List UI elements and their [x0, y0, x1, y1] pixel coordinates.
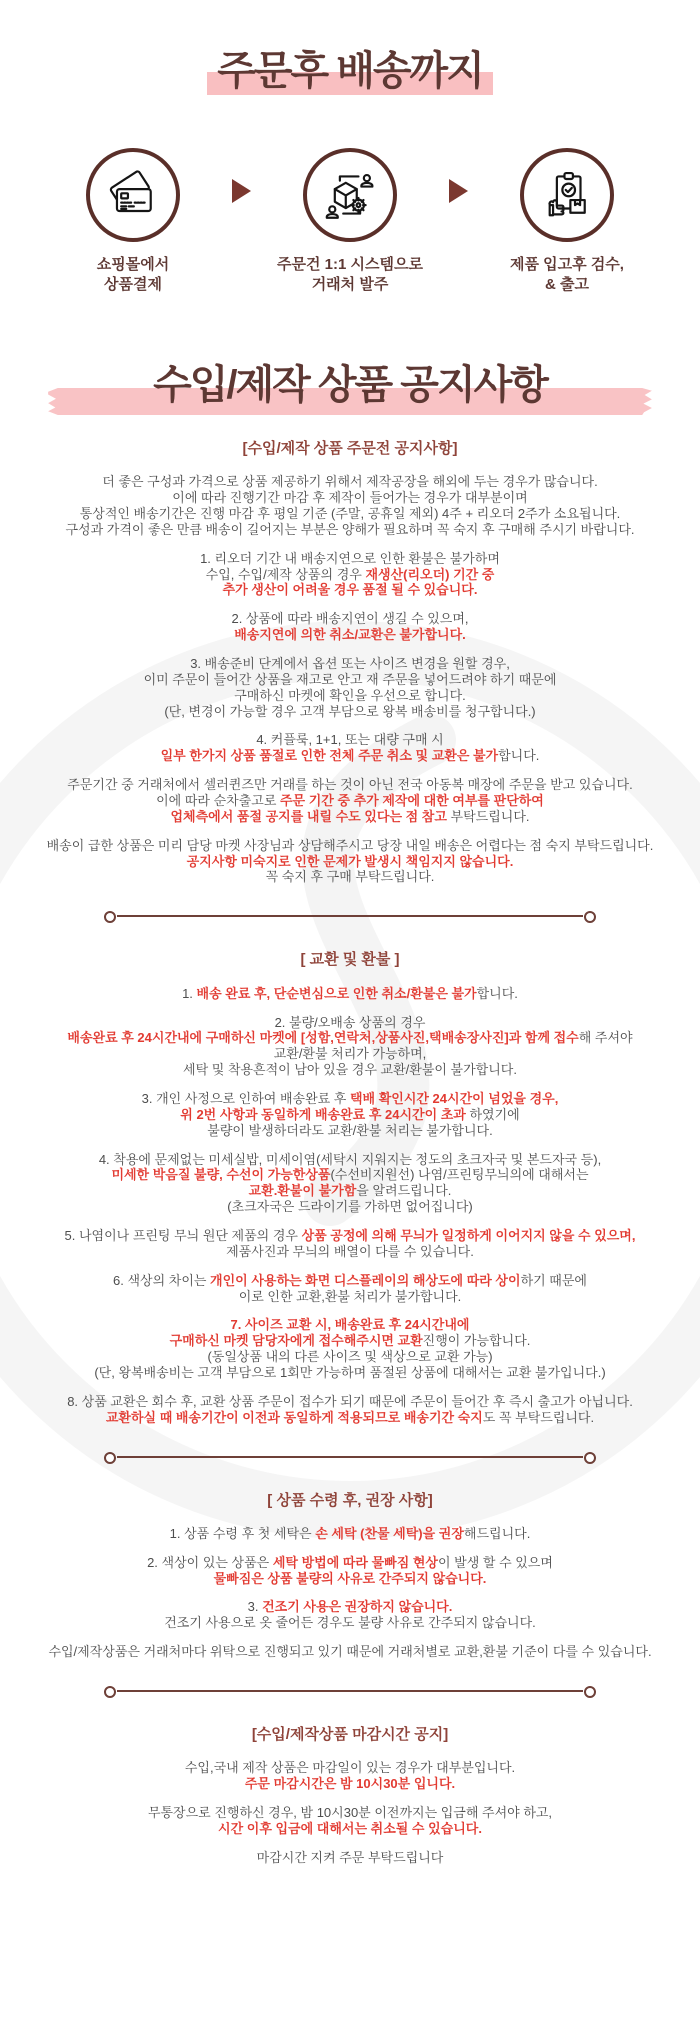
notice-paragraph: 6. 색상의 차이는 개인이 사용하는 화면 디스플레이의 해상도에 따라 상이하기 때문에 이로 인한 교환,환불 처리가 불가합니다.: [113, 1272, 587, 1304]
notice-paragraph: 1. 상품 수령 후 첫 세탁은 손 세탁 (찬물 세탁)을 권장해드립니다.: [169, 1525, 531, 1541]
section-heading: [ 상품 수령 후, 권장 사항]: [267, 1491, 433, 1509]
process-step: [275, 148, 425, 294]
notice-paragraph: 1. 리오더 기간 내 배송지연으로 인한 환불은 불가하며 수입, 수입/제작 상품의 경우 재생산(리오더) 기간 중 추가 생산이 어려울 경우 품절 될 수 있습니다.: [200, 550, 500, 598]
notice-paragraph: 7. 사이즈 교환 시, 배송완료 후 24시간내에 구매하신 마켓 담당자에게 접수해주시면 교환진행이 가능합니다. (동일상품 내의 다른 사이즈 및 색상으로 교환 가능) (단, 왕복배송비는 고객 부담으로 1회만 가능하며 품절된 상품에 대해서는 교환 불가입니다.): [94, 1317, 606, 1380]
inspection-shipping-icon: [520, 148, 614, 242]
arrow-right-icon: [449, 179, 468, 203]
notice-paragraph: 무통장으로 진행하신 경우, 밤 10시30분 이전까지는 입금해 주셔야 하고, 시간 이후 입금에 대해서는 취소될 수 있습니다.: [147, 1805, 553, 1836]
process-step-label: 주문건 1:1 시스템으로 거래처 발주: [277, 256, 423, 293]
notice-paragraph: 수입,국내 제작 상품은 마감일이 있는 경우가 대부분입니다. 주문 마감시간은 밤 10시30분 입니다.: [184, 1760, 516, 1792]
notice-paragraph: 3. 건조기 사용은 권장하지 않습니다. 건조기 사용으로 옷 줄어든 경우도 불량 사유로 간주되지 않습니다.: [164, 1599, 536, 1631]
notice-paragraph: 주문기간 중 거래처에서 셀러퀸즈만 거래를 하는 것이 아닌 전국 아동복 매장에 주문을 받고 있습니다. 이에 따라 순차출고로 주문 기간 중 추가 제작에 대한 여부를 판단하여 업체측에서 품절 공지를 내릴 수도 있다는 점 참고 부탁드립니다.: [67, 777, 633, 824]
process-flow: [0, 148, 700, 294]
section-heading: [수입/제작상품 마감시간 공지]: [251, 1726, 449, 1743]
card-payment-icon: [86, 148, 180, 242]
process-step-label: 제품 입고후 검수, & 출고: [510, 256, 624, 293]
section-heading: [수입/제작 상품 주문전 공지사항]: [242, 440, 458, 457]
process-step: [58, 148, 208, 294]
notice-header: [0, 364, 700, 406]
notice-paragraph: 더 좋은 구성과 가격으로 상품 제공하기 위해서 제작공장을 해외에 두는 경우가 많습니다. 이에 따라 진행기간 마감 후 제작이 들어가는 경우가 대부분이며 통상적인 배송기간은 진행 마감 후 평일 기준 (주말, 공휴일 제외) 4주 + 리오더 2주가 소요됩니다. 구성과 가격이 좋은 만큼 배송이 길어지는 부분은 양해가 필요하며 꼭 숙지 후 구매해 주시기 바랍니다.: [65, 474, 635, 537]
section-divider: [117, 915, 583, 917]
notice-paragraph: 3. 개인 사정으로 인하여 배송완료 후 택배 확인시간 24시간이 넘었을 경우, 위 2번 사항과 동일하게 배송완료 후 24시간이 초과 하였기에 불량이 발생하더라도 교환/환불 처리는 불가합니다.: [141, 1090, 559, 1138]
notice-paragraph: 2. 상품에 따라 배송지연이 생길 수 있으며, 배송지연에 의한 취소/교환은 불가합니다.: [231, 611, 469, 643]
notice-paragraph: 4. 커플룩, 1+1, 또는 대량 구매 시 일부 한가지 상품 품절로 인한 전체 주문 취소 및 교환은 불가합니다.: [160, 732, 540, 764]
section-heading: [ 교환 및 환불 ]: [300, 951, 400, 969]
notice-paragraph: 5. 나염이나 프린팅 무늬 원단 제품의 경우 상품 공정에 의해 무늬가 일정하게 이어지지 않을 수 있으며, 제품사진과 무늬의 배열이 다를 수 있습니다.: [64, 1227, 636, 1259]
arrow-right-icon: [232, 179, 251, 203]
order-to-delivery-header: [0, 0, 700, 92]
sections: [0, 440, 700, 1866]
notice-paragraph: 수입/제작상품은 거래처마다 위탁으로 진행되고 있기 때문에 거래처별로 교환,환불 기준이 다를 수 있습니다.: [48, 1644, 652, 1660]
notice-paragraph: 8. 상품 교환은 회수 후, 교환 상품 주문이 접수가 되기 때문에 주문이 들어간 후 즉시 출고가 아닙니다. 교환하실 때 배송기간이 이전과 동일하게 적용되므로 배송기간 숙지도 꼭 부탁드립니다.: [67, 1393, 633, 1425]
process-step: [492, 148, 642, 294]
page-title: 주문후 배송까지: [217, 49, 483, 93]
notice-paragraph: 4. 착용에 문제없는 미세실밥, 미세이염(세탁시 지워지는 정도의 초크자국 및 본드자국 등), 미세한 박음질 불량, 수선이 가능한상품(수선비지원선) 나염/프린팅무늬의에 대해서는 교환.환불이 불가함을 알려드립니다. (초크자국은 드라이기를 가하면 없어집니다): [98, 1151, 602, 1215]
order-system-icon: [303, 148, 397, 242]
notice-paragraph: 2. 불량/오배송 상품의 경우 배송완료 후 24시간내에 구매하신 마켓에 [성함,연락처,상품사진,택배송장사진]과 함께 접수해 주셔야 교환/환불 처리가 가능하며, 세탁 및 착용흔적이 남아 있을 경우 교환/환불이 불가합니다.: [67, 1014, 633, 1078]
section-divider: [117, 1456, 583, 1458]
notice-paragraph: 배송이 급한 상품은 미리 담당 마켓 사장님과 상담해주시고 당장 내일 배송은 어렵다는 점 숙지 부탁드립니다. 공지사항 미숙지로 인한 문제가 발생시 책임지지 않습니다. 꼭 숙지 후 구매 부탁드립니다.: [46, 837, 654, 885]
notice-paragraph: 1. 배송 완료 후, 단순변심으로 인한 취소/환불은 불가합니다.: [182, 985, 518, 1001]
notice-paragraph: 3. 배송준비 단계에서 옵션 또는 사이즈 변경을 원할 경우, 이미 주문이 들어간 상품을 재고로 안고 재 주문을 넣어드려야 하기 때문에 구매하신 마켓에 확인을 우선으로 합니다. (단, 변경이 가능할 경우 고객 부담으로 왕복 배송비를 청구합니다.): [143, 656, 557, 719]
notice-paragraph: 2. 색상이 있는 상품은 세탁 방법에 따라 물빠짐 현상이 발생 할 수 있으며 물빠짐은 상품 불량의 사유로 간주되지 않습니다.: [147, 1554, 553, 1586]
notice-paragraph: 마감시간 지켜 주문 부탁드립니다: [256, 1849, 444, 1865]
notice-title: 수입/제작 상품 공지사항: [153, 363, 547, 407]
section-divider: [117, 1690, 583, 1692]
process-step-label: 쇼핑몰에서 상품결제: [96, 256, 170, 293]
